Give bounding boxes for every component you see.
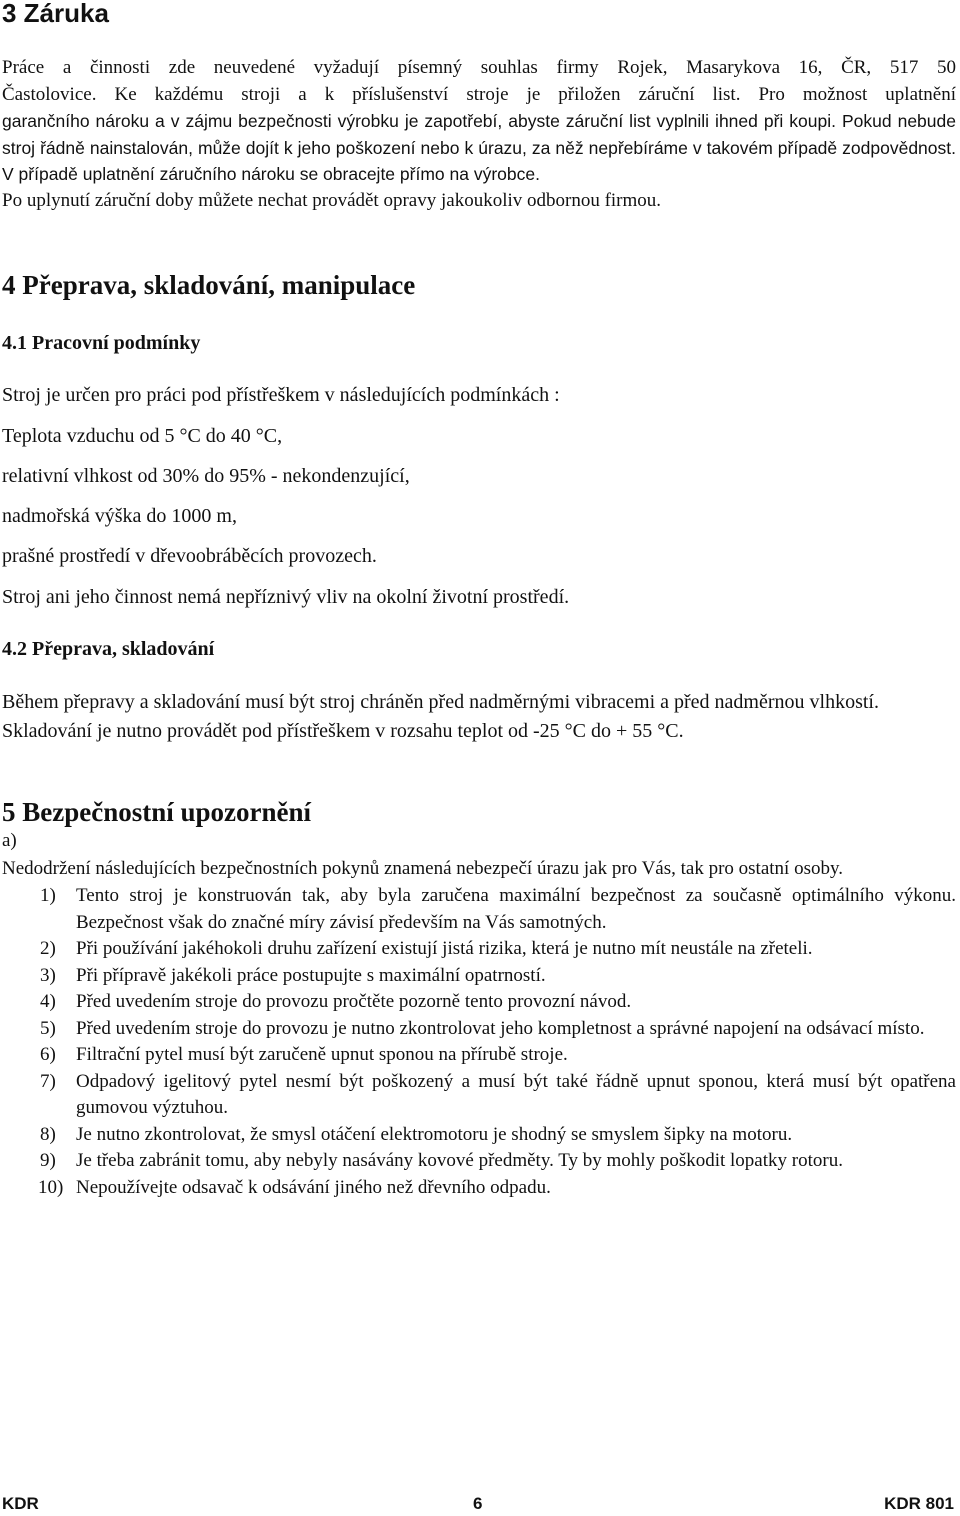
environment-statement: Stroj ani jeho činnost nemá nepříznivý vliv na okolní životní prostředí.	[2, 586, 570, 608]
list-item-text: Nepoužívejte odsavač k odsávání jiného než dřevního odpadu.	[76, 1176, 551, 1198]
section-5-body	[2, 828, 956, 1201]
warranty-line-1: Práce a činnosti zde neuvedené vyžadují písemný souhlas firmy Rojek, Masarykova 16, ČR, 517 50	[2, 57, 956, 78]
list-item	[2, 1122, 956, 1149]
list-item-number: 3)	[40, 964, 56, 986]
list-item-text: Tento stroj je konstruován tak, aby byla zaručena maximální bezpečnost za současně optimálního výkonu. Bezpečnost však do značné míry závisí především na Vás samotných.	[76, 885, 956, 933]
subsection-4-2-heading: 4.2 Přeprava, skladování	[2, 638, 215, 660]
list-item	[2, 883, 956, 936]
list-item-number: 4)	[40, 991, 56, 1012]
list-item-number: 7)	[40, 1070, 56, 1092]
section-4-heading: 4 Přeprava, skladování, manipulace	[2, 270, 416, 300]
list-item-text: Filtrační pytel musí být zaručeně upnut sponou na přírubě stroje.	[76, 1044, 568, 1065]
condition-dust: prašné prostředí v dřevoobráběcích provozech.	[2, 545, 377, 567]
conditions-intro: Stroj je určen pro práci pod přístřeškem v následujících podmínkách :	[2, 384, 560, 406]
warranty-line-2: Častolovice. Ke každému stroji a k příslušenství stroje je přiložen záruční list. Pro možnost uplatnění	[2, 83, 956, 105]
safety-intro: Nedodržení následujících bezpečnostních pokynů znamená nebezpečí úrazu jak pro Vás, tak pro ostatní osoby.	[2, 857, 843, 879]
list-item-text: Při přípravě jakékoli práce postupujte s maximální opatrností.	[76, 964, 546, 986]
list-item	[2, 936, 956, 963]
label-a: a)	[2, 830, 17, 851]
condition-altitude: nadmořská výška do 1000 m,	[2, 505, 237, 527]
page-footer	[2, 1494, 956, 1516]
list-item-text: Před uvedením stroje do provozu je nutno zkontrolovat jeho kompletnost a správné napojení na odsávací místo.	[76, 1017, 925, 1039]
condition-humidity: relativní vlhkost od 30% do 95% - nekondenzující,	[2, 465, 410, 487]
storage-paragraph: Skladování je nutno provádět pod přístřeškem v rozsahu teplot od -25 °C do + 55 °C.	[2, 719, 684, 742]
list-item-number: 8)	[40, 1123, 56, 1145]
list-item-number: 5)	[40, 1017, 56, 1039]
transport-paragraph: Během přepravy a skladování musí být stroj chráněn před nadměrnými vibracemi a před nadměrnou vlhkostí.	[2, 691, 879, 713]
list-item	[2, 963, 956, 990]
list-item	[2, 1069, 956, 1122]
warranty-paragraph: garančního nároku a v zájmu bezpečnosti výrobku je zapotřebí, abyste záruční list vyplnili ihned při koupi. Pokud nebude stroj řádně nainstalován, může dojít k jeho poškození nebo k úrazu, za něž nepřebíráme v takovém případě zodpovědnost. V případě uplatnění záručního nároku se obracejte přímo na výrobce.	[2, 111, 956, 184]
list-item-number: 9)	[40, 1150, 56, 1171]
section-5-heading: 5 Bezpečnostní upozornění	[2, 797, 312, 827]
list-item	[2, 1016, 956, 1043]
list-item-text: Před uvedením stroje do provozu pročtěte pozorně tento provozní návod.	[76, 991, 632, 1012]
list-item-text: Je třeba zabránit tomu, aby nebyly nasávány kovové předměty. Ty by mohly poškodit lopatky rotoru.	[76, 1150, 843, 1171]
subsection-4-1-heading: 4.1 Pracovní podmínky	[2, 332, 201, 354]
list-item	[2, 1175, 956, 1202]
warranty-after-expiry: Po uplynutí záruční doby můžete nechat provádět opravy jakoukoliv odbornou firmou.	[2, 189, 662, 211]
list-item-number: 10)	[38, 1176, 64, 1198]
list-item-text: Je nutno zkontrolovat, že smysl otáčení elektromotoru je shodný se smyslem šipky na motoru.	[76, 1123, 793, 1145]
list-item	[2, 1042, 956, 1069]
list-item-number: 6)	[40, 1044, 56, 1065]
footer-left: KDR	[2, 1494, 39, 1513]
list-item-number: 1)	[40, 885, 56, 906]
list-item	[2, 1148, 956, 1175]
page-number: 6	[473, 1494, 483, 1513]
list-item-text: Při používání jakéhokoli druhu zařízení existují jistá rizika, která je nutno mít neustále na zřeteli.	[76, 938, 813, 959]
condition-temperature: Teplota vzduchu od 5 °C do 40 °C,	[2, 425, 283, 447]
safety-rules-list	[2, 883, 956, 1201]
list-item-number: 2)	[40, 938, 56, 959]
section-3-body	[2, 55, 956, 214]
transport-body	[2, 689, 956, 744]
list-item	[2, 989, 956, 1016]
section-3-heading: 3 Záruka	[2, 0, 109, 28]
list-item-text: Odpadový igelitový pytel nesmí být poškozený a musí být také řádně upnut sponou, která musí být opatřena gumovou výztuhou.	[76, 1070, 956, 1118]
footer-right: KDR 801	[884, 1494, 954, 1513]
